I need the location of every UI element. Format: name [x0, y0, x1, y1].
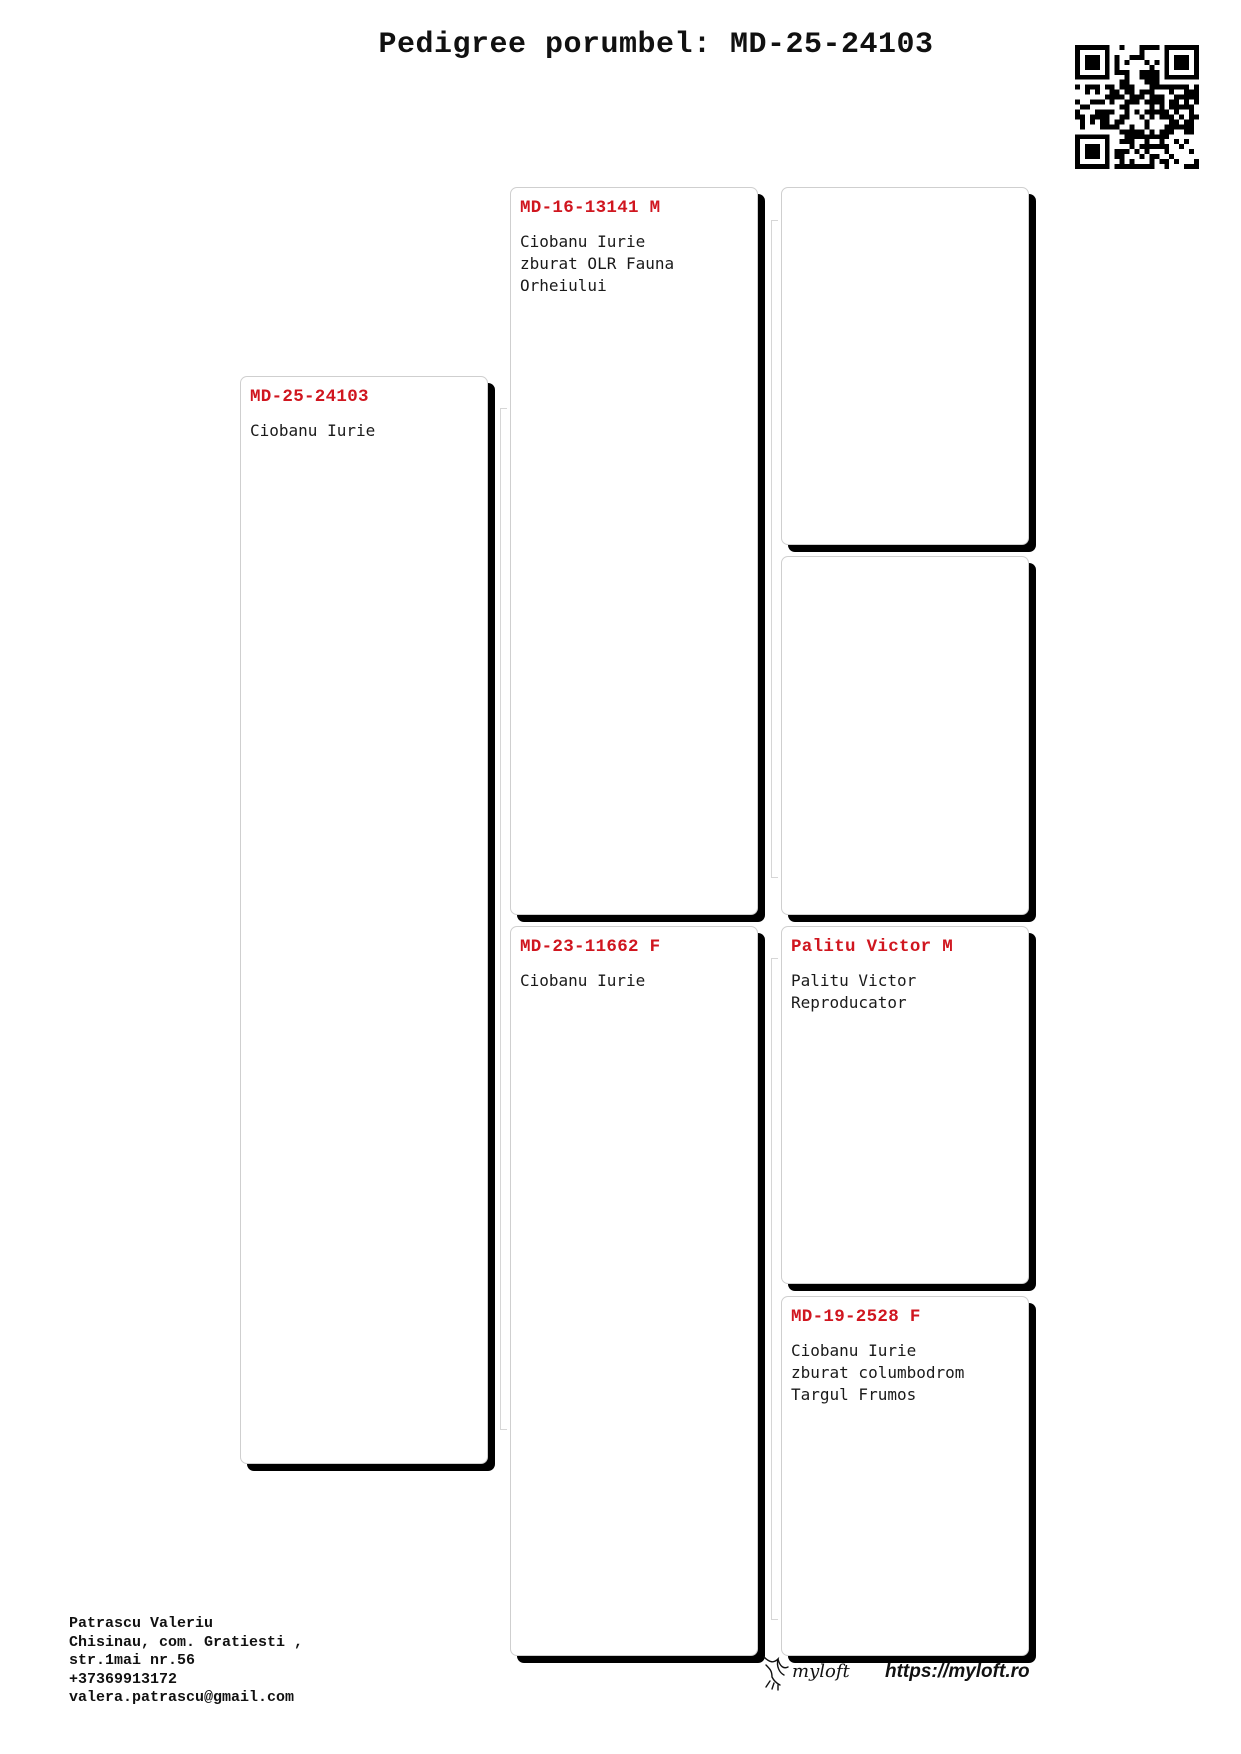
brand-url-link[interactable]: https://myloft.ro	[885, 1661, 1030, 1682]
pigeon-card-dam-dam[interactable]	[781, 1296, 1029, 1656]
ring-number: MD-25-24103	[250, 387, 369, 407]
connector-subject	[500, 408, 507, 1430]
pigeon-card-subject[interactable]	[240, 376, 488, 1464]
page-title: Pedigree porumbel: MD-25-24103	[378, 28, 934, 62]
qr-code	[1075, 45, 1199, 169]
myloft-logo	[760, 1653, 865, 1693]
ring-number: MD-16-13141 M	[520, 198, 661, 218]
ring-number: MD-19-2528 F	[791, 1307, 921, 1327]
pigeon-info: Ciobanu Iurie	[520, 971, 646, 990]
ring-number: MD-23-11662 F	[520, 937, 661, 957]
owner-phone: +37369913172	[69, 1670, 178, 1688]
owner-address-line1: Chisinau, com. Gratiesti ,	[69, 1633, 304, 1651]
pigeon-info: Ciobanu Iurie zburat columbodrom Targul Frumos	[791, 1341, 965, 1404]
owner-name: Patrascu Valeriu	[69, 1615, 214, 1632]
pigeon-card-sire-sire[interactable]	[781, 187, 1029, 545]
connector-dam	[771, 958, 778, 1620]
pigeon-info: Ciobanu Iurie zburat OLR Fauna Orheiului	[520, 232, 675, 295]
ring-number: Palitu Victor M	[791, 937, 954, 957]
pigeon-card-dam[interactable]	[510, 926, 758, 1656]
pigeon-info: Palitu Victor Reproducator	[791, 971, 917, 1012]
pigeon-card-sire-dam[interactable]	[781, 556, 1029, 915]
connector-sire	[771, 220, 778, 878]
pigeon-card-dam-sire[interactable]	[781, 926, 1029, 1284]
owner-address-line2: str.1mai nr.56	[69, 1652, 196, 1669]
owner-email: valera.patrascu@gmail.com	[69, 1689, 295, 1706]
pigeon-info: Ciobanu Iurie	[250, 421, 376, 440]
brand-logo-text: myloft	[792, 1661, 850, 1682]
owner-contact	[69, 1615, 303, 1708]
pigeon-card-sire[interactable]	[510, 187, 758, 915]
